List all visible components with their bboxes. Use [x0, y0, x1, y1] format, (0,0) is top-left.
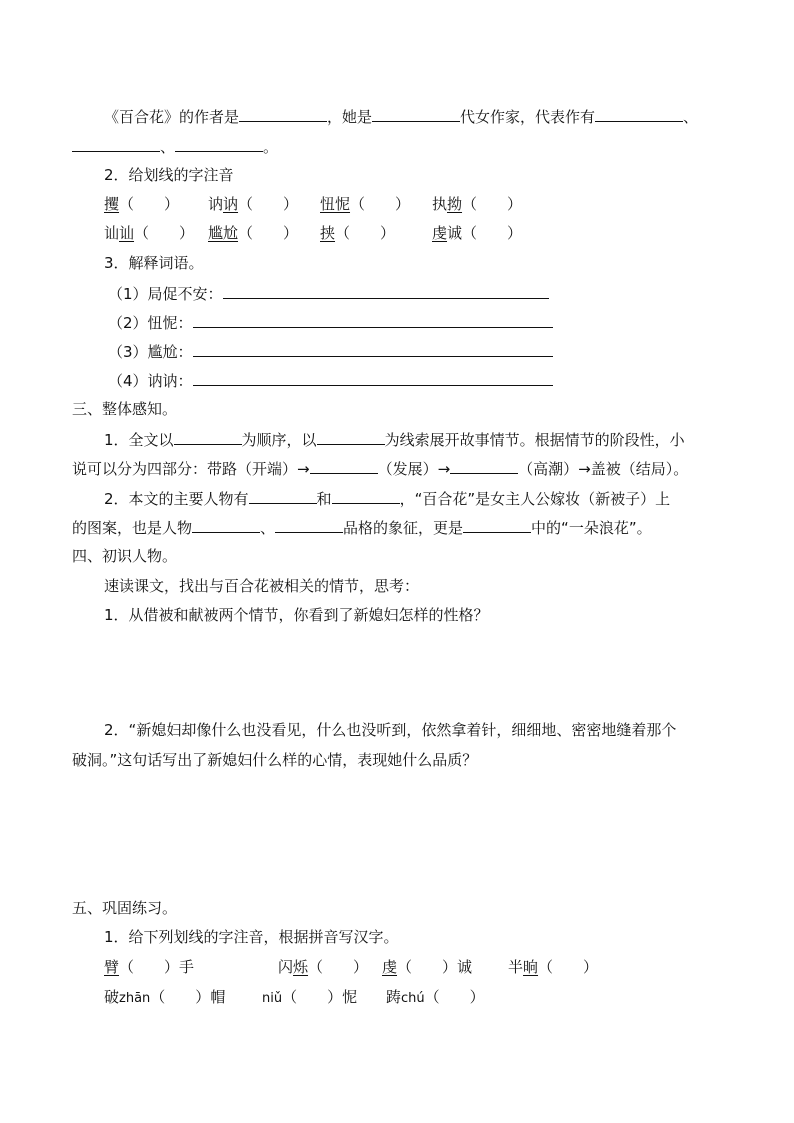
intro-line-1: 《百合花》的作者是 ，她是 代女作家，代表作有 、: [104, 108, 699, 126]
q3-item-4: （4）讷讷：: [108, 370, 553, 391]
q2-item: 忸怩（ ）: [320, 195, 411, 213]
answer-paren[interactable]: （ ）: [462, 195, 523, 213]
q2-item: 执拗（ ）: [432, 195, 523, 213]
sec4-question-2-line1: 2．“新媳妇却像什么也没看见，什么也没听到，依然拿着针，细细地、密密地缝着那个: [104, 721, 677, 739]
answer-paren[interactable]: （ ）: [282, 988, 343, 1006]
sec3-p2-line1: 2．本文的主要人物有 和 ，“百合花”是女主人公嫁妆（新被子）上: [104, 490, 671, 508]
sec4-lead: 速读课文，找出与百合花被相关的情节，思考：: [104, 577, 420, 595]
answer-paren[interactable]: （ ）: [308, 958, 369, 976]
definition-blank[interactable]: [193, 370, 553, 386]
q3-item-3: （3）尴尬：: [108, 341, 553, 362]
sec5-item: 踌chú（ ）: [386, 988, 485, 1006]
character-blank-2[interactable]: [332, 488, 400, 504]
q3-title: 3．解释词语。: [104, 254, 204, 272]
answer-paren[interactable]: （ ）: [350, 195, 411, 213]
answer-paren[interactable]: （ ）: [397, 958, 458, 976]
definition-blank[interactable]: [193, 341, 553, 357]
sec4-question-2-line2: 破洞。”这句话写出了新媳妇什么样的心情，表现她什么品质？: [72, 751, 478, 769]
sec3-p1-line2: 说可以分为四部分：带路（开端）→ （发展）→ （高潮）→盖被（结局）。: [72, 460, 689, 478]
answer-paren[interactable]: （ ）: [538, 958, 599, 976]
q2-row-1: [104, 194, 522, 214]
order-blank[interactable]: [174, 429, 242, 445]
intro-line-2: 、 。: [72, 136, 278, 157]
answer-paren[interactable]: （ ）: [335, 224, 396, 242]
sec5-question-1: 1．给下列划线的字注音，根据拼音写汉字。: [104, 928, 399, 946]
intro-text: 《百合花》的作者是: [104, 108, 240, 126]
era-blank[interactable]: [372, 106, 460, 122]
answer-paren[interactable]: （ ）: [150, 988, 211, 1006]
sec5-item: 闪烁（ ）: [278, 958, 369, 976]
answer-paren[interactable]: （ ）: [238, 224, 299, 242]
sec3-p1-line1: 1．全文以 为顺序，以 为线索展开故事情节。根据情节的阶段性，小: [104, 431, 685, 449]
answer-paren[interactable]: （ ）: [462, 224, 523, 242]
character-blank-1[interactable]: [249, 488, 317, 504]
definition-blank[interactable]: [193, 312, 553, 328]
q2-item: 讷讷（ ）: [208, 195, 299, 213]
q2-item: 攫（ ）: [104, 195, 180, 213]
answer-paren[interactable]: （ ）: [134, 224, 195, 242]
q3-item-1: （1）局促不安：: [108, 283, 549, 304]
person-blank-1[interactable]: [192, 517, 260, 533]
sec5-row-1: [104, 957, 598, 977]
work-blank-2[interactable]: [72, 136, 160, 152]
answer-paren[interactable]: （ ）: [119, 195, 180, 213]
person-blank-2[interactable]: [275, 517, 343, 533]
q2-item: 虔诚（ ）: [432, 224, 523, 242]
clue-blank[interactable]: [317, 429, 385, 445]
sec5-item: niǔ（ ）怩: [262, 988, 358, 1006]
q2-title: 2．给划线的字注音: [104, 166, 234, 184]
q2-row-2: [104, 223, 522, 243]
author-blank[interactable]: [239, 106, 327, 122]
development-blank[interactable]: [310, 458, 378, 474]
sec4-question-1: 1．从借被和献被两个情节，你看到了新媳妇怎样的性格？: [104, 606, 489, 624]
answer-paren[interactable]: （ ）: [119, 958, 180, 976]
answer-paren[interactable]: （ ）: [238, 195, 299, 213]
sec5-row-2: [104, 987, 485, 1009]
sec5-item: 虔（ ）诚: [382, 958, 473, 976]
sec5-item: 半晌（ ）: [508, 958, 599, 976]
q2-item: 尴尬（ ）: [208, 224, 299, 242]
answer-paren[interactable]: （ ）: [424, 988, 485, 1006]
q3-item-2: （2）忸怩：: [108, 312, 553, 333]
section-3-title: 三、整体感知。: [72, 400, 178, 418]
context-blank[interactable]: [463, 517, 531, 533]
climax-blank[interactable]: [450, 458, 518, 474]
sec5-item: 破zhān（ ）帽: [104, 988, 226, 1006]
q2-item: 挟（ ）: [320, 224, 396, 242]
definition-blank[interactable]: [223, 283, 549, 299]
section-5-title: 五、巩固练习。: [72, 899, 178, 917]
section-4-title: 四、初识人物。: [72, 547, 178, 565]
work-blank-1[interactable]: [595, 106, 683, 122]
q2-item: 讪讪（ ）: [104, 224, 195, 242]
sec5-item: 臂（ ）手: [104, 958, 195, 976]
work-blank-3[interactable]: [175, 136, 263, 152]
sec3-p2-line2: 的图案，也是人物 、 品格的象征，更是 中的“一朵浪花”。: [72, 519, 652, 537]
